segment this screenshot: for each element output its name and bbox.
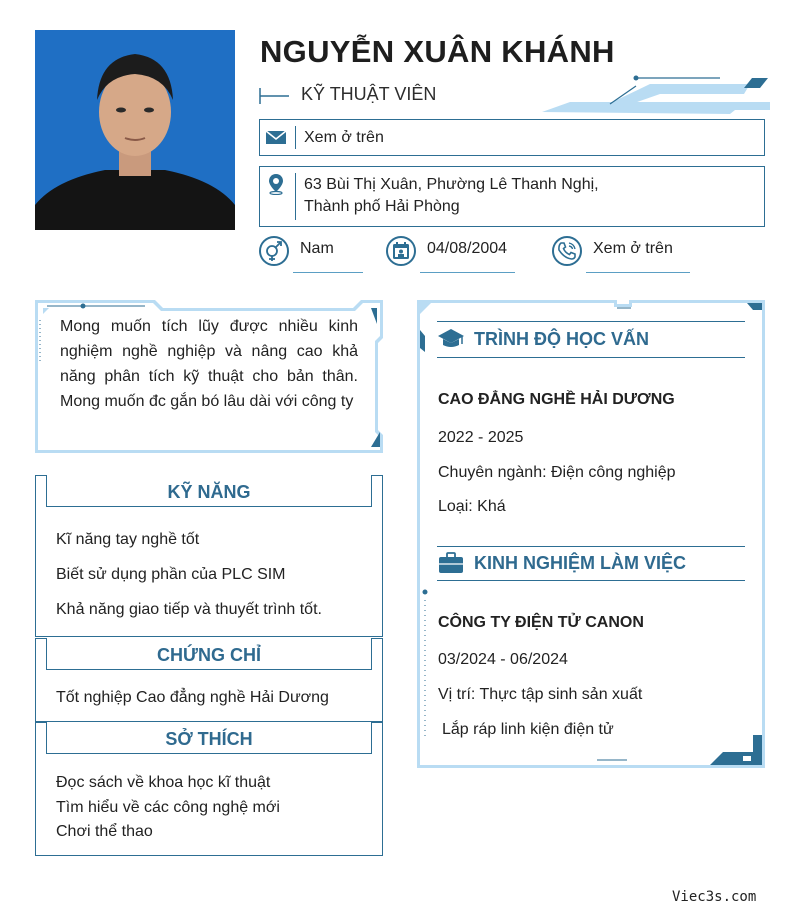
experience-title: KINH NGHIỆM LÀM VIỆC (474, 553, 687, 573)
company-name: CÔNG TY ĐIỆN TỬ CANON (438, 614, 644, 631)
person-silhouette-icon (35, 30, 235, 230)
hobby-item: Tìm hiểu về các công nghệ mới (56, 799, 280, 816)
education-major: Chuyên ngành: Điện công nghiệp (438, 464, 676, 481)
email-box (259, 119, 765, 156)
separator (295, 173, 296, 220)
skills-section (35, 475, 383, 637)
skill-item: Kĩ năng tay nghề tốt (56, 531, 200, 548)
calendar-icon (386, 236, 416, 266)
divider (437, 321, 745, 322)
skills-title: KỸ NĂNG (46, 475, 372, 507)
certificates-section (35, 638, 383, 722)
profile-photo (35, 30, 235, 230)
separator (295, 126, 296, 149)
education-title: TRÌNH ĐỘ HỌC VẤN (474, 329, 649, 349)
education-period: 2022 - 2025 (438, 429, 524, 446)
phone-value: Xem ở trên (593, 240, 673, 257)
experience-period: 03/2024 - 06/2024 (438, 651, 568, 668)
job-title: KỸ THUẬT VIÊN (301, 84, 437, 104)
certificate-item: Tốt nghiệp Cao đẳng nghề Hải Dương (56, 689, 329, 706)
school-name: CAO ĐẲNG NGHỀ HẢI DƯƠNG (438, 391, 675, 408)
birthday-value: 04/08/2004 (427, 240, 508, 257)
candidate-name: NGUYỄN XUÂN KHÁNH (260, 34, 615, 69)
circuit-decoration (540, 72, 772, 114)
experience-position: Vị trí: Thực tập sinh sản xuất (438, 686, 643, 703)
brand-footer: Viec3s.com (672, 889, 757, 905)
underline (586, 272, 690, 273)
address-line-2: Thành phố Hải Phòng (304, 198, 460, 215)
gender-value: Nam (300, 240, 334, 257)
underline (420, 272, 515, 273)
underline (293, 272, 363, 273)
hobby-item: Chơi thể thao (56, 823, 153, 840)
title-accent-line (259, 86, 291, 106)
divider (437, 546, 745, 547)
address-line-1: 63 Bùi Thị Xuân, Phường Lê Thanh Nghị, (304, 176, 599, 193)
hobbies-section (35, 722, 383, 856)
gender-icon (259, 236, 289, 266)
divider (437, 580, 745, 581)
address-value (304, 174, 599, 218)
certificates-title: CHỨNG CHỈ (46, 638, 372, 670)
location-pin-icon (265, 173, 287, 195)
education-grade: Loại: Khá (438, 498, 506, 515)
skill-item: Khả năng giao tiếp và thuyết trình tốt. (56, 601, 322, 618)
hobby-item: Đọc sách về khoa học kĩ thuật (56, 774, 271, 791)
address-box (259, 166, 765, 227)
phone-icon (552, 236, 582, 266)
objective-text: Mong muốn tích lũy được nhiều kinh nghiệm nghề nghiệp và nâng cao khả năng phân tích kỹ thuật cho bản thân. Mong muốn đc gắn bó lâu dài với công ty (60, 318, 358, 410)
email-value: Xem ở trên (304, 129, 384, 146)
graduation-cap-icon (437, 326, 465, 350)
mail-icon (265, 126, 287, 148)
skill-item: Biết sử dụng phần của PLC SIM (56, 566, 286, 583)
experience-task: Lắp ráp linh kiện điện tử (442, 721, 614, 738)
divider (437, 357, 745, 358)
hobbies-title: SỞ THÍCH (46, 722, 372, 754)
briefcase-icon (437, 551, 465, 575)
